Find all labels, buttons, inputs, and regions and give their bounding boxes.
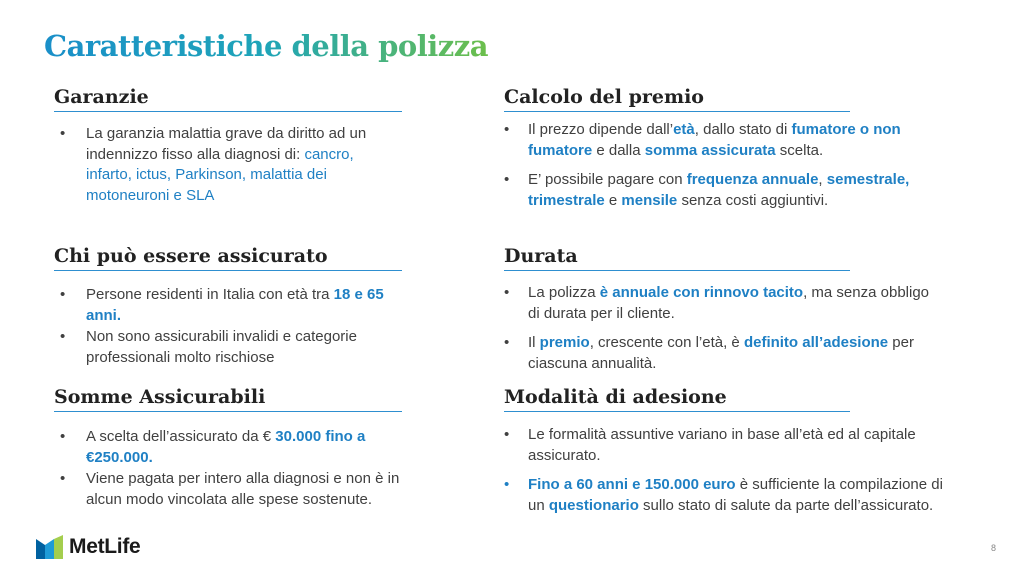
bullet-text: e dalla [592,141,645,159]
bullet-dot: • [504,171,510,188]
page-title: Caratteristiche della polizza [44,26,488,66]
highlighted-text: frequenza annuale [686,171,819,188]
logo-text: MetLife [69,535,141,558]
section-modalita-di-adesione [504,384,943,525]
highlighted-text: semestrale, trimestrale [528,171,910,209]
bullet-text: e [604,191,622,209]
bullet-dot: • [504,476,510,493]
bullet-text: senza costi aggiuntivi. [677,191,829,209]
bullet-dot: • [504,334,510,351]
bullet-text: A scelta dell’assicurato da € [86,428,276,445]
bullet-dot: • [504,284,510,301]
bullet-list-somme [54,427,402,510]
section-title-chi: Chi può essere assicurato [54,243,402,271]
list-item [54,427,402,468]
bullet-dot: • [504,121,510,138]
highlighted-text: fumatore o non fumatore [528,121,901,159]
section-durata [504,243,930,383]
list-item [504,475,954,516]
bullet-text: Il [528,334,540,351]
list-item [54,327,402,368]
highlighted-text: età [673,121,695,138]
page-number: 8 [990,543,996,553]
highlighted-text: mensile [621,191,678,209]
bullet-text: scelta. [775,141,824,159]
list-item [54,124,402,206]
highlighted-text: definito all’adesione [743,334,889,351]
list-item [54,285,402,326]
bullet-text: La garanzia malattia grave da diritto ad un indennizzo fisso alla diagnosi di: [86,125,367,163]
bullet-text: Non sono assicurabili invalidi e categorie professionali molto rischiose [86,328,357,366]
bullet-text: , ma senza obbligo di durata per il cliente. [528,284,930,322]
section-title-calcolo: Calcolo del premio [504,84,850,112]
bullet-text: è sufficiente la compilazione di un [528,476,943,514]
highlighted-text: 18 e 65 anni. [86,286,384,324]
bullet-text: Viene pagata per intero alla diagnosi e non è in alcun modo vincolata alle spese sostenute. [86,470,400,508]
bullet-list-chi [54,285,402,368]
bullet-text: E’ possibile pagare con [528,171,687,188]
bullet-list-durata [504,283,934,374]
section-garanzie [54,84,402,207]
bullet-text: Il prezzo dipende dall’ [528,121,674,138]
bullet-text: , dallo stato di [694,121,792,138]
section-title-durata: Durata [504,243,850,271]
list-item [504,120,934,161]
bullet-text: La polizza [528,284,600,301]
highlighted-text: Fino a 60 anni e 150.000 euro [528,476,736,493]
section-title-garanzie: Garanzie [54,84,402,112]
section-somme-assicurabili [54,384,402,511]
bullet-dot: • [504,426,510,443]
metlife-logo-icon [36,535,64,559]
bullet-list-modalita [504,425,954,516]
list-item [54,469,402,510]
bullet-text: , crescente con l’età, è [589,334,744,351]
list-item [504,283,934,324]
list-item [504,333,934,374]
section-chi-puo-essere-assicurato [54,243,402,369]
bullet-text: per ciascuna annualità. [528,334,914,372]
bullet-list-garanzie [54,124,402,206]
bullet-dot: • [60,470,66,487]
list-item [504,170,934,211]
section-calcolo-del-premio [504,84,910,220]
bullet-text: sullo stato di salute da parte dell’assicurato. [638,496,934,514]
bullet-text: Persone residenti in Italia con età tra [86,286,334,303]
metlife-logo [36,535,140,559]
bullet-dot: • [60,328,66,345]
highlighted-text: premio [539,334,590,351]
highlighted-text: somma assicurata [644,141,776,159]
highlighted-text: cancro, infarto, ictus, Parkinson, malattia dei motoneuroni e SLA [86,145,354,204]
bullet-list-calcolo [504,120,934,211]
bullet-text: Le formalità assuntive variano in base all’età ed al capitale assicurato. [528,426,916,464]
bullet-dot: • [60,125,66,142]
section-title-modalita: Modalità di adesione [504,384,850,412]
bullet-text: , [818,171,827,188]
bullet-dot: • [60,428,66,445]
section-title-somme: Somme Assicurabili [54,384,402,412]
list-item [504,425,954,466]
bullet-dot: • [60,286,66,303]
highlighted-text: è annuale con rinnovo tacito [599,284,804,301]
highlighted-text: 30.000 fino a €250.000. [86,428,366,466]
highlighted-text: questionario [548,496,639,514]
